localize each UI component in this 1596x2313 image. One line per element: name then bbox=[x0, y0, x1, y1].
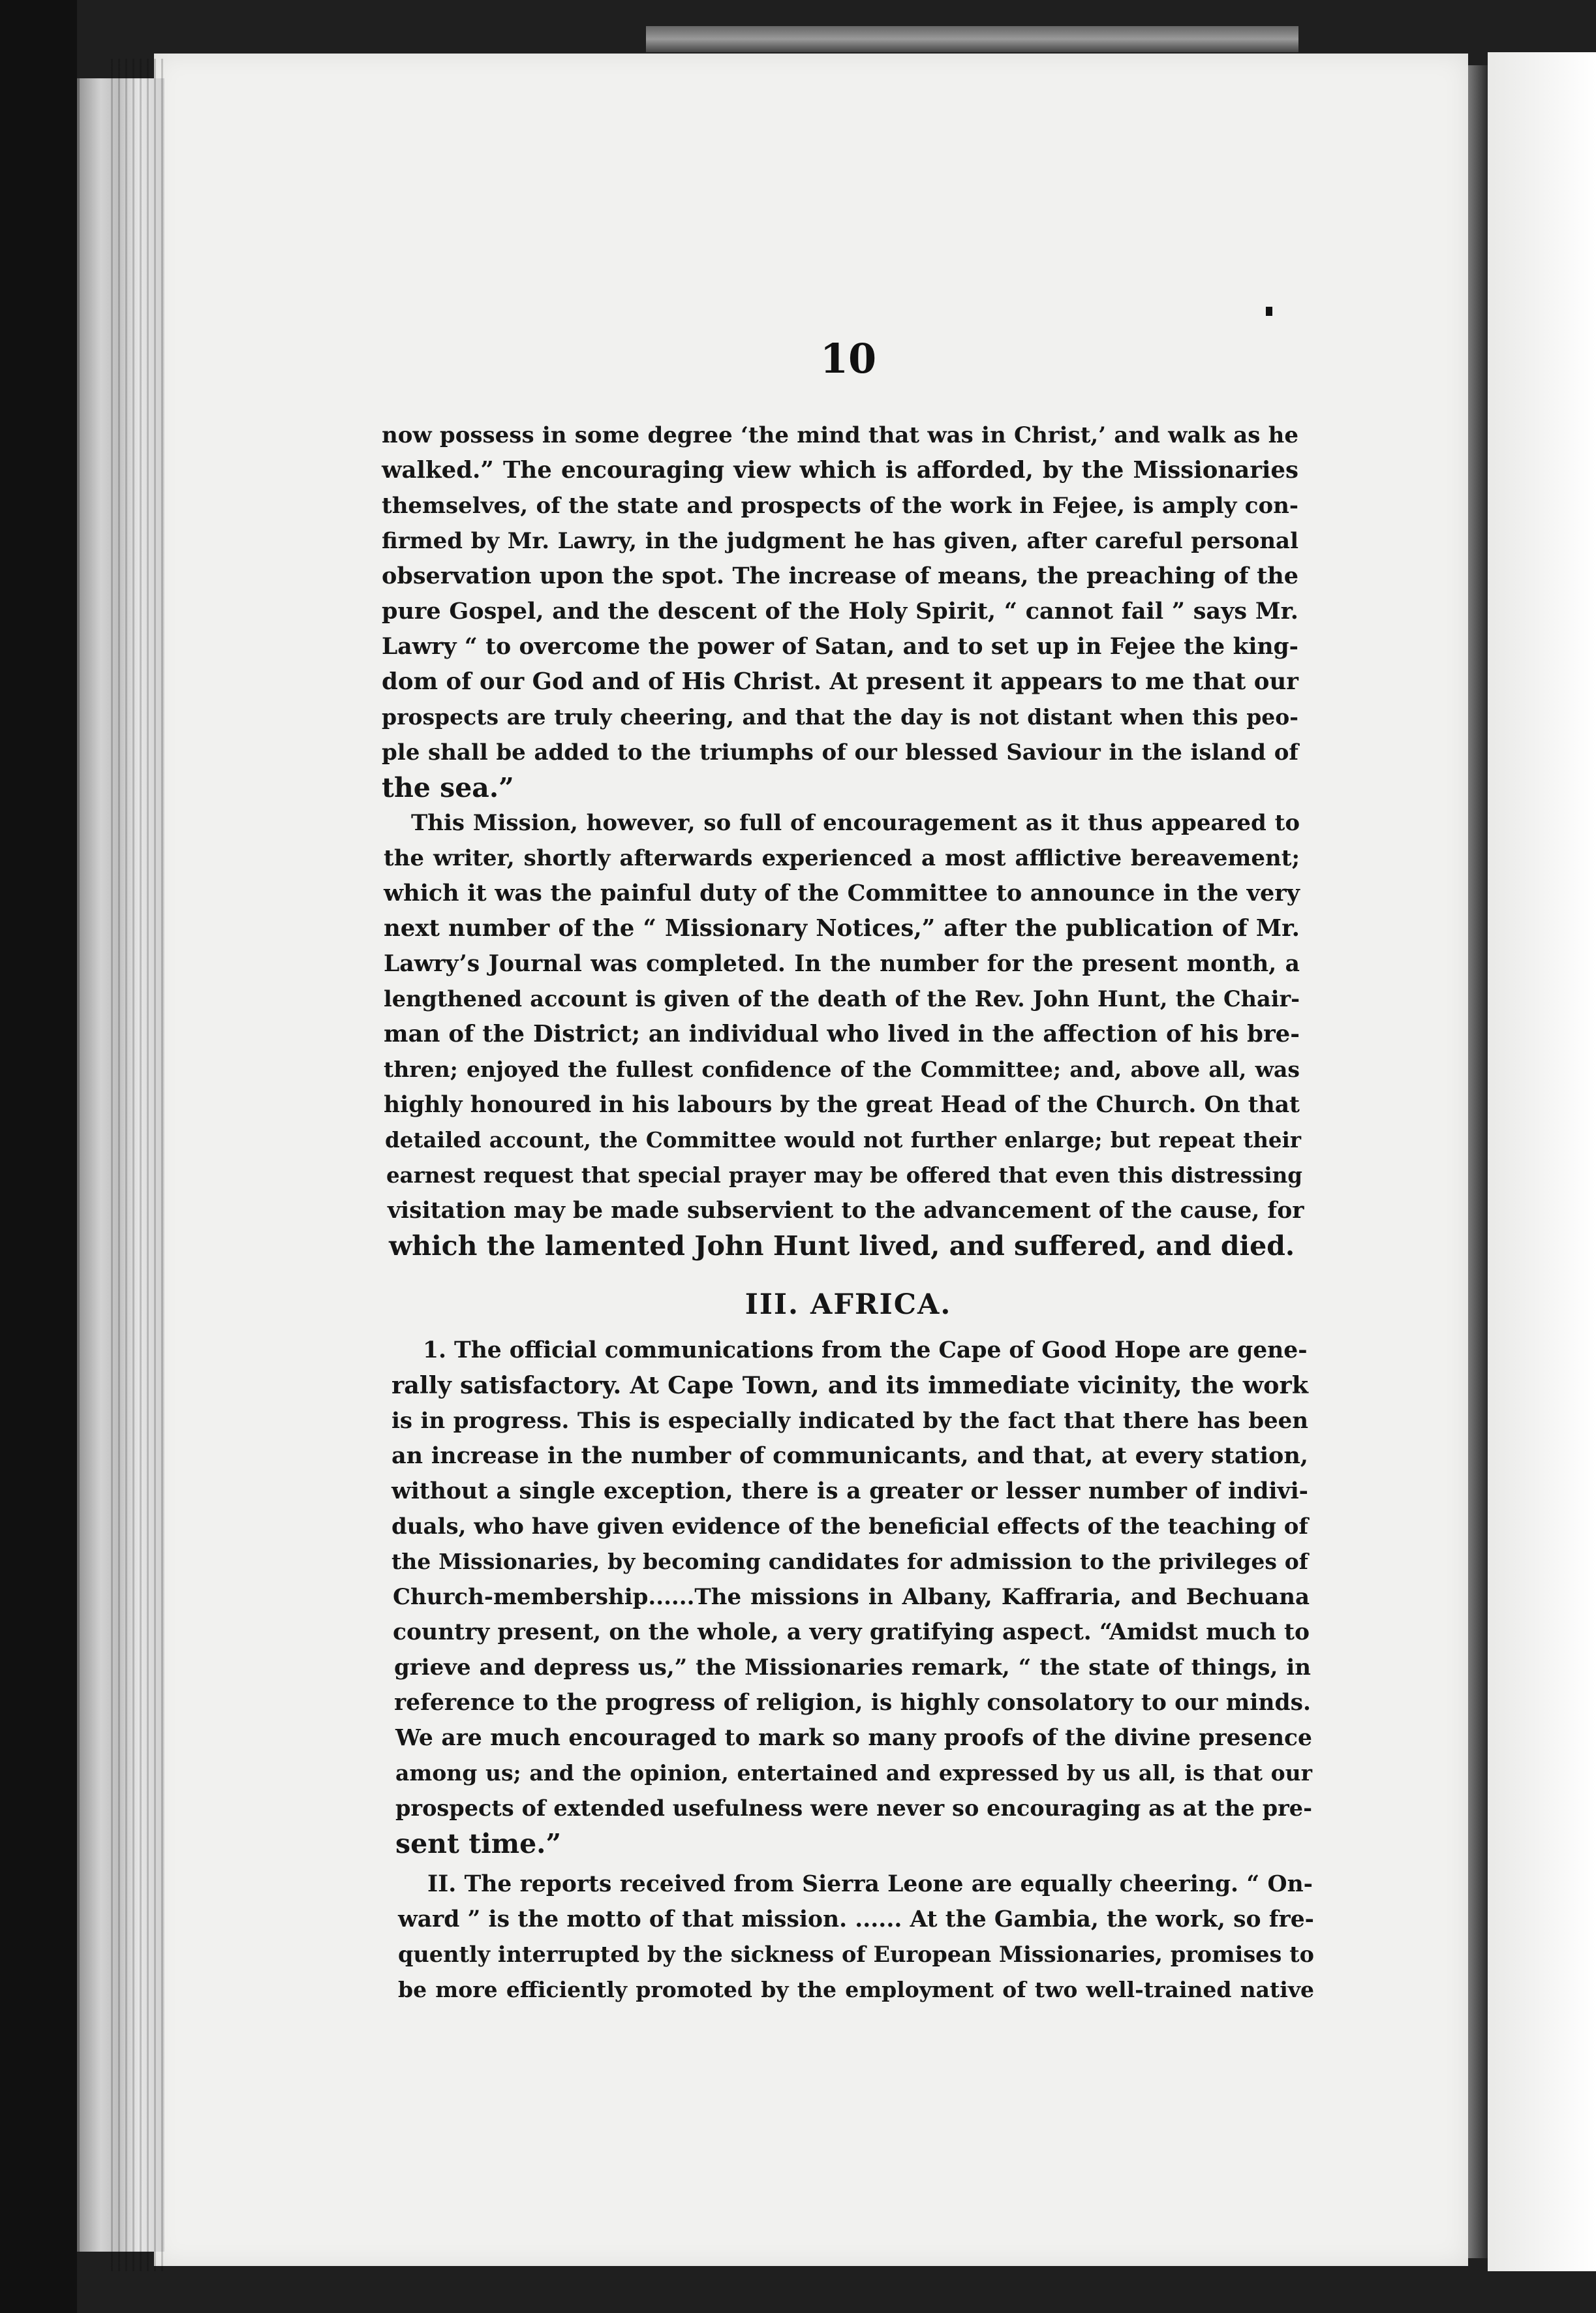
text-line: prospects are truly cheering, and that the day is not distant when this peo- bbox=[382, 704, 1298, 730]
text-line: observation upon the spot. The increase of means, the preaching of the bbox=[382, 563, 1298, 589]
text-line: II. The reports received from Sierra Leone are equally cheering. “ On- bbox=[427, 1871, 1313, 1897]
text-line: be more efficiently promoted by the employment of two well-trained native bbox=[398, 1977, 1314, 2002]
text-line: firmed by Mr. Lawry, in the judgment he has given, after careful personal bbox=[382, 528, 1298, 554]
text-line: highly honoured in his labours by the great Head of the Church. On that bbox=[384, 1092, 1300, 1118]
page-right-edge bbox=[1468, 65, 1488, 2258]
text-line: We are much encouraged to mark so many proofs of the divine presence bbox=[395, 1725, 1312, 1751]
text-line: the writer, shortly afterwards experienced a most afflictive bereavement; bbox=[384, 845, 1300, 871]
text-line: the sea.” bbox=[382, 772, 514, 803]
scan-background-left bbox=[0, 0, 77, 2313]
page-top-edge bbox=[646, 26, 1298, 52]
text-line: ward ” is the motto of that mission. ...... At the Gambia, the work, so fre- bbox=[398, 1906, 1314, 1933]
text-line: pure Gospel, and the descent of the Holy Spirit, “ cannot fail ” says Mr. bbox=[382, 598, 1298, 625]
text-line: Church-membership......The missions in Albany, Kaffraria, and Bechuana bbox=[393, 1584, 1310, 1610]
text-line: reference to the progress of religion, is highly consolatory to our minds. bbox=[394, 1690, 1311, 1716]
text-line: which it was the painful duty of the Committee to announce in the very bbox=[384, 880, 1300, 907]
text-line: the Missionaries, by becoming candidates for admission to the privileges of bbox=[391, 1549, 1308, 1574]
text-line: prospects of extended usefulness were never so encouraging as at the pre- bbox=[395, 1795, 1312, 1821]
text-line: rally satisfactory. At Cape Town, and its immediate vicinity, the work bbox=[391, 1371, 1308, 1399]
text-line: now possess in some degree ‘the mind that was in Christ,’ and walk as he bbox=[382, 422, 1298, 448]
section-heading: III. AFRICA. bbox=[744, 1288, 952, 1321]
text-line: is in progress. This is especially indicated by the fact that there has been bbox=[391, 1408, 1308, 1434]
text-line: themselves, of the state and prospects of the work in Fejee, is amply con- bbox=[382, 493, 1298, 519]
book-gutter-edges bbox=[111, 59, 163, 2271]
text-line: next number of the “ Missionary Notices,” after the publication of Mr. bbox=[384, 915, 1300, 942]
text-line: This Mission, however, so full of encouragement as it thus appeared to bbox=[411, 810, 1300, 836]
facing-page bbox=[1488, 52, 1596, 2271]
text-line: country present, on the whole, a very gratifying aspect. “Amidst much to bbox=[393, 1619, 1310, 1645]
text-line: lengthened account is given of the death of the Rev. John Hunt, the Chair- bbox=[384, 986, 1300, 1012]
page-number: 10 bbox=[820, 335, 877, 382]
ink-mark bbox=[1266, 307, 1272, 316]
text-line: duals, who have given evidence of the beneficial effects of the teaching of bbox=[391, 1514, 1308, 1540]
text-line: visitation may be made subservient to the advancement of the cause, for bbox=[388, 1198, 1304, 1224]
text-line: detailed account, the Committee would not further enlarge; but repeat their bbox=[385, 1127, 1301, 1153]
text-line: 1. The official communications from the Cape of Good Hope are gene- bbox=[423, 1337, 1308, 1363]
text-line: sent time.” bbox=[395, 1828, 562, 1859]
text-line: which the lamented John Hunt lived, and suffered, and died. bbox=[389, 1230, 1295, 1262]
text-line: earnest request that special prayer may be offered that even this distressing bbox=[386, 1162, 1302, 1188]
text-line: grieve and depress us,” the Missionaries remark, “ the state of things, in bbox=[394, 1654, 1311, 1681]
text-line: thren; enjoyed the fullest confidence of the Committee; and, above all, was bbox=[384, 1057, 1300, 1082]
text-line: quently interrupted by the sickness of European Missionaries, promises to bbox=[398, 1942, 1314, 1967]
text-line: man of the District; an individual who lived in the affection of his bre- bbox=[384, 1021, 1300, 1048]
text-line: Lawry “ to overcome the power of Satan, and to set up in Fejee the king- bbox=[382, 634, 1298, 660]
text-line: among us; and the opinion, entertained and expressed by us all, is that our bbox=[395, 1760, 1312, 1786]
text-line: dom of our God and of His Christ. At present it appears to me that our bbox=[382, 668, 1298, 695]
text-line: without a single exception, there is a greater or lesser number of indivi- bbox=[391, 1478, 1308, 1504]
text-line: an increase in the number of communicants, and that, at every station, bbox=[391, 1442, 1308, 1469]
text-line: ple shall be added to the triumphs of our blessed Saviour in the island of bbox=[382, 739, 1298, 766]
text-line: walked.” The encouraging view which is afforded, by the Missionaries bbox=[382, 457, 1298, 484]
text-line: Lawry’s Journal was completed. In the number for the present month, a bbox=[384, 951, 1300, 977]
